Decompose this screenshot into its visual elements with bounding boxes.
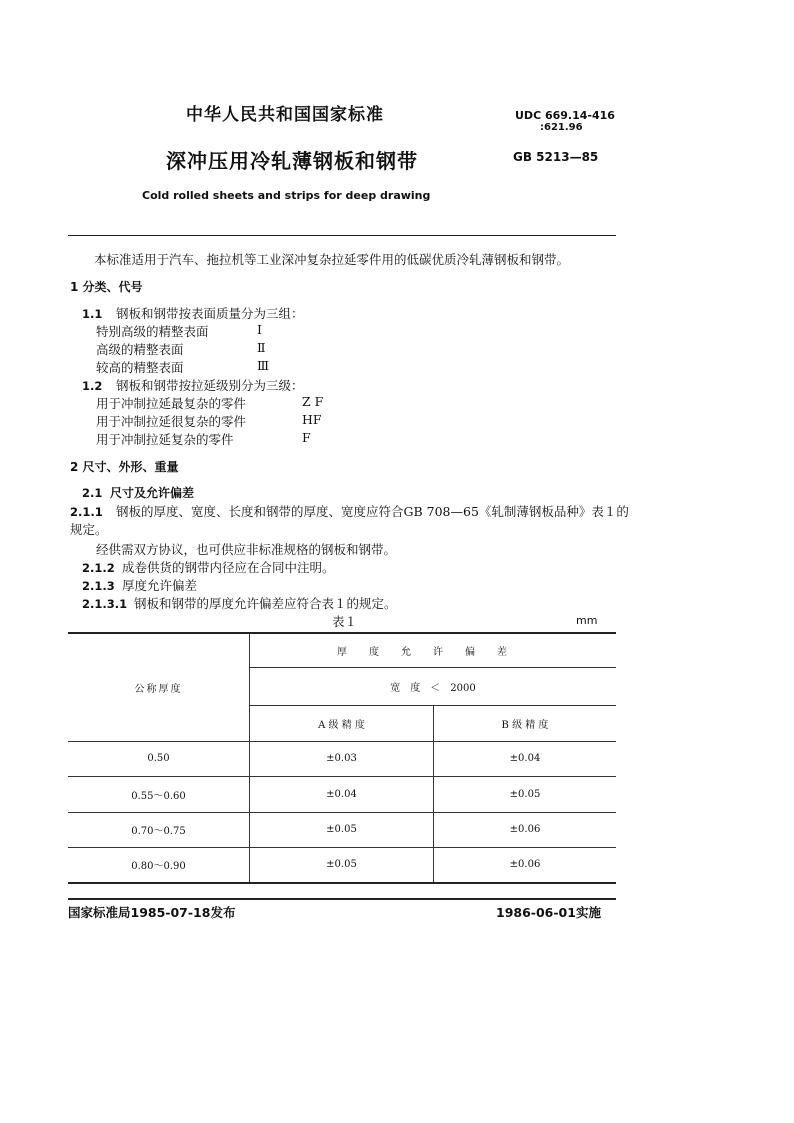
table-row — [68, 847, 616, 883]
surface-group-code: Ⅲ — [257, 358, 270, 373]
thickness-tolerance-table — [68, 632, 616, 884]
document-title: 深冲压用冷轧薄钢板和钢带 — [166, 149, 418, 173]
clause-number: 2.1.3.1 — [82, 597, 128, 611]
clause-number: 2.1.3 — [82, 579, 115, 593]
cell-thickness: 0.55～0.60 — [68, 776, 250, 812]
clause-number: 1.1 — [82, 307, 103, 321]
cell-grade-b: ±0.05 — [434, 776, 617, 812]
cell-grade-a: ±0.04 — [250, 776, 434, 812]
issuing-country-heading: 中华人民共和国国家标准 — [186, 105, 384, 125]
table-header-row — [68, 633, 616, 667]
agreement-note: 经供需双方协议，也可供应非标准规格的钢板和钢带。 — [96, 542, 397, 557]
column-header-tolerance: 厚度允许偏差 — [250, 633, 617, 667]
clause-text: 尺寸及允许偏差 — [110, 486, 195, 500]
draw-grade-code: F — [302, 430, 311, 445]
issue-date: 国家标准局1985-07-18发布 — [68, 905, 236, 920]
cell-grade-b: ±0.06 — [434, 812, 617, 847]
cell-thickness: 0.70～0.75 — [68, 812, 250, 847]
surface-group-label: 高级的精整表面 — [96, 342, 184, 357]
udc-code: UDC 669.14-416 — [515, 109, 615, 122]
clause-1-1 — [82, 304, 304, 322]
clause-2-1-1-continued: 规定。 — [70, 522, 108, 537]
clause-text: 钢板的厚度、宽度、长度和钢带的厚度、宽度应符合GB 708—65《轧制薄钢板品种》表１的 — [116, 504, 629, 519]
table-row — [68, 812, 616, 847]
surface-group-label: 特别高级的精整表面 — [96, 324, 209, 339]
clause-2-1 — [82, 484, 194, 501]
document-title-english: Cold rolled sheets and strips for deep drawing — [142, 189, 431, 202]
clause-number: 2.1 — [82, 486, 103, 500]
clause-2-1-3 — [82, 576, 197, 594]
cell-grade-a: ±0.05 — [250, 847, 434, 883]
table-unit: mm — [576, 614, 598, 627]
clause-2-1-1 — [70, 502, 629, 520]
standard-number: GB 5213—85 — [513, 150, 599, 164]
draw-grade-label: 用于冲制拉延最复杂的零件 — [96, 396, 247, 411]
column-header-width: 宽 度 ＜ 2000 — [250, 667, 617, 705]
clause-1-2 — [82, 376, 304, 394]
clause-number: 2.1.1 — [70, 505, 103, 519]
cell-thickness: 0.50 — [68, 741, 250, 776]
cell-grade-b: ±0.04 — [434, 741, 617, 776]
clause-number: 2.1.2 — [82, 561, 115, 575]
scope-paragraph: 本标准适用于汽车、拖拉机等工业深冲复杂拉延零件用的低碳优质冷轧薄钢板和钢带。 — [94, 252, 570, 267]
section-2-heading: 2 尺寸、外形、重量 — [70, 460, 179, 474]
clause-number: 1.2 — [82, 379, 103, 393]
surface-group-label: 较高的精整表面 — [96, 360, 184, 375]
effective-date: 1986-06-01实施 — [496, 905, 601, 920]
clause-text: 成卷供货的钢带内径应在合同中注明。 — [122, 560, 335, 575]
section-1-heading: 1 分类、代号 — [70, 280, 143, 294]
clause-2-1-3-1 — [82, 594, 397, 612]
clause-text: 钢板和钢带的厚度允许偏差应符合表１的规定。 — [134, 596, 397, 611]
table-caption: 表１ — [332, 614, 358, 629]
draw-grade-code: Z F — [302, 394, 324, 409]
table-row — [68, 741, 616, 776]
clause-text: 钢板和钢带按表面质量分为三组： — [116, 306, 304, 321]
draw-grade-code: HF — [302, 412, 322, 427]
surface-group-code: Ⅰ — [257, 322, 262, 337]
column-header-grade-a: A 级 精 度 — [250, 705, 434, 741]
cell-grade-a: ±0.05 — [250, 812, 434, 847]
footer-rule — [68, 898, 616, 900]
draw-grade-label: 用于冲制拉延很复杂的零件 — [96, 414, 247, 429]
clause-text: 钢板和钢带按拉延级别分为三级： — [116, 378, 304, 393]
header-rule — [68, 235, 616, 236]
draw-grade-label: 用于冲制拉延复杂的零件 — [96, 432, 234, 447]
column-header-nominal-thickness: 公称厚度 — [68, 633, 250, 741]
cell-grade-a: ±0.03 — [250, 741, 434, 776]
udc-code-continued: :621.96 — [540, 122, 583, 133]
surface-group-code: Ⅱ — [257, 340, 266, 355]
clause-2-1-2 — [82, 558, 335, 576]
table-row — [68, 776, 616, 812]
cell-thickness: 0.80～0.90 — [68, 847, 250, 883]
cell-grade-b: ±0.06 — [434, 847, 617, 883]
column-header-grade-b: B 级 精 度 — [434, 705, 617, 741]
clause-text: 厚度允许偏差 — [122, 578, 198, 593]
